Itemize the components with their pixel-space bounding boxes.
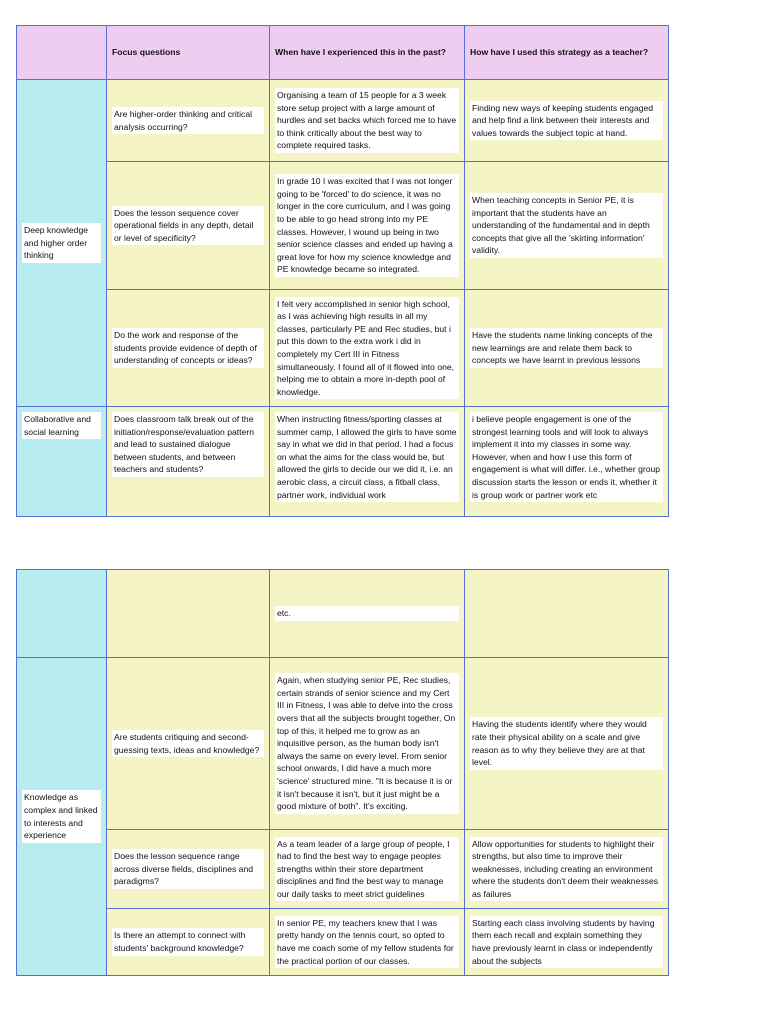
strategy-table-page-2 bbox=[16, 569, 669, 976]
header-blank bbox=[17, 26, 107, 80]
strategy-text: Having the students identify where they would rate their physical ability on a scale and give reason as to why they believe they are at that level. bbox=[465, 658, 669, 830]
category-deep-knowledge: Deep knowledge and higher order thinking bbox=[17, 80, 107, 407]
table-row bbox=[17, 162, 669, 290]
strategy-text: i believe people engagement is one of the strongest learning tools and will look to always implement it into my classes in some way. However, when and how I use this form of engagement is what will differ. i.e., whether group discussion starts the lesson or ends it, whether it is group work or partner work etc bbox=[465, 407, 669, 517]
strategy-text: When teaching concepts in Senior PE, it is important that the students have an understanding of the fundamental and in depth concepts that give all the 'skirting information' validity. bbox=[465, 162, 669, 290]
table-row bbox=[17, 658, 669, 830]
focus-question: Do the work and response of the students provide evidence of depth of understanding of concepts or ideas? bbox=[107, 290, 270, 407]
focus-continued-blank bbox=[107, 570, 270, 658]
focus-question: Does the lesson sequence range across diverse fields, disciplines and paradigms? bbox=[107, 830, 270, 909]
strategy-continued-blank bbox=[465, 570, 669, 658]
strategy-text: Starting each class involving students by having them each recall and explain something they have previously learnt in class or independently about the subjects bbox=[465, 909, 669, 976]
focus-question: Are students critiquing and second-guessing texts, ideas and knowledge? bbox=[107, 658, 270, 830]
strategy-text: Allow opportunities for students to highlight their strengths, but also time to improve their weaknesses, including creating an environment where the students don't deem their weaknesses as failures bbox=[465, 830, 669, 909]
table-row bbox=[17, 909, 669, 976]
experience-text: As a team leader of a large group of people, I had to find the best way to engage peoples strengths within their store department disciplines and find the best way to manage our daily tasks to meet strict guidelines bbox=[270, 830, 465, 909]
focus-question: Does classroom talk break out of the initiation/response/evaluation pattern and lead to sustained dialogue between students, and between teachers and students? bbox=[107, 407, 270, 517]
experience-text: In senior PE, my teachers knew that I was pretty handy on the tennis court, so opted to have me coach some of my fellow students for the practical portion of our classes. bbox=[270, 909, 465, 976]
focus-question: Are higher-order thinking and critical analysis occurring? bbox=[107, 80, 270, 162]
category-continued-blank bbox=[17, 570, 107, 658]
header-row bbox=[17, 26, 669, 80]
strategy-table-page-1 bbox=[16, 25, 669, 517]
experience-text: In grade 10 I was excited that I was not longer going to be 'forced' to do science, it was no longer in the core curriculum, and I was going to be able to go head strong into my PE classes. However, I wound up being in two senior science classes and ended up having a great love for how my science knowledge and PE knowledge became so integrated. bbox=[270, 162, 465, 290]
category-collaborative: Collaborative and social learning bbox=[17, 407, 107, 517]
table-row bbox=[17, 570, 669, 658]
header-experienced: When have I experienced this in the past? bbox=[270, 26, 465, 80]
experience-text: I felt very accomplished in senior high school, as I was achieving high results in all my classes, particularly PE and Rec studies, but i put this down to the extra work i did in completely my Cert III in Fitness simultaneously. I found all of it flowed into one, helping me to obtain a more in-depth pool of knowledge. bbox=[270, 290, 465, 407]
experience-text: When instructing fitness/sporting classes at summer camp, I allowed the girls to have some say in what we did in that period. I had a focus on what the aims for the class would be, but allowed the girls to decide our we did it, i.e. an aerobic class, a circuit class, a fitball class, partner work, individual work bbox=[270, 407, 465, 517]
category-complex-knowledge: Knowledge as complex and linked to interests and experience bbox=[17, 658, 107, 976]
experience-text: Again, when studying senior PE, Rec studies, certain strands of senior science and my Cert III in Fitness, I was able to delve into the cross overs that all the subjects brought together, On top of this, it helped me to grow as an inquisitive person, as the human body isn't always the same on every level. From senior school onwards, I did have a much more 'science' structured mine. "It is because it is or it isn't because it isn't, but it just might be a good mixture of both". It's exciting. bbox=[270, 658, 465, 830]
header-used: How have I used this strategy as a teacher? bbox=[465, 26, 669, 80]
strategy-text: Finding new ways of keeping students engaged and help find a link between their interests and values towards the subject topic at hand. bbox=[465, 80, 669, 162]
experience-continued: etc. bbox=[270, 570, 465, 658]
experience-text: Organising a team of 15 people for a 3 week store setup project with a large amount of hurdles and set backs which forced me to have to think critically about the best way to complete required tasks. bbox=[270, 80, 465, 162]
table-row bbox=[17, 407, 669, 517]
table-row bbox=[17, 290, 669, 407]
strategy-text: Have the students name linking concepts of the new learnings are and relate them back to concepts we have learnt in previous lessons bbox=[465, 290, 669, 407]
header-focus-questions: Focus questions bbox=[107, 26, 270, 80]
table-row bbox=[17, 830, 669, 909]
focus-question: Does the lesson sequence cover operational fields in any depth, detail or level of specificity? bbox=[107, 162, 270, 290]
table-row bbox=[17, 80, 669, 162]
focus-question: Is there an attempt to connect with students' background knowledge? bbox=[107, 909, 270, 976]
